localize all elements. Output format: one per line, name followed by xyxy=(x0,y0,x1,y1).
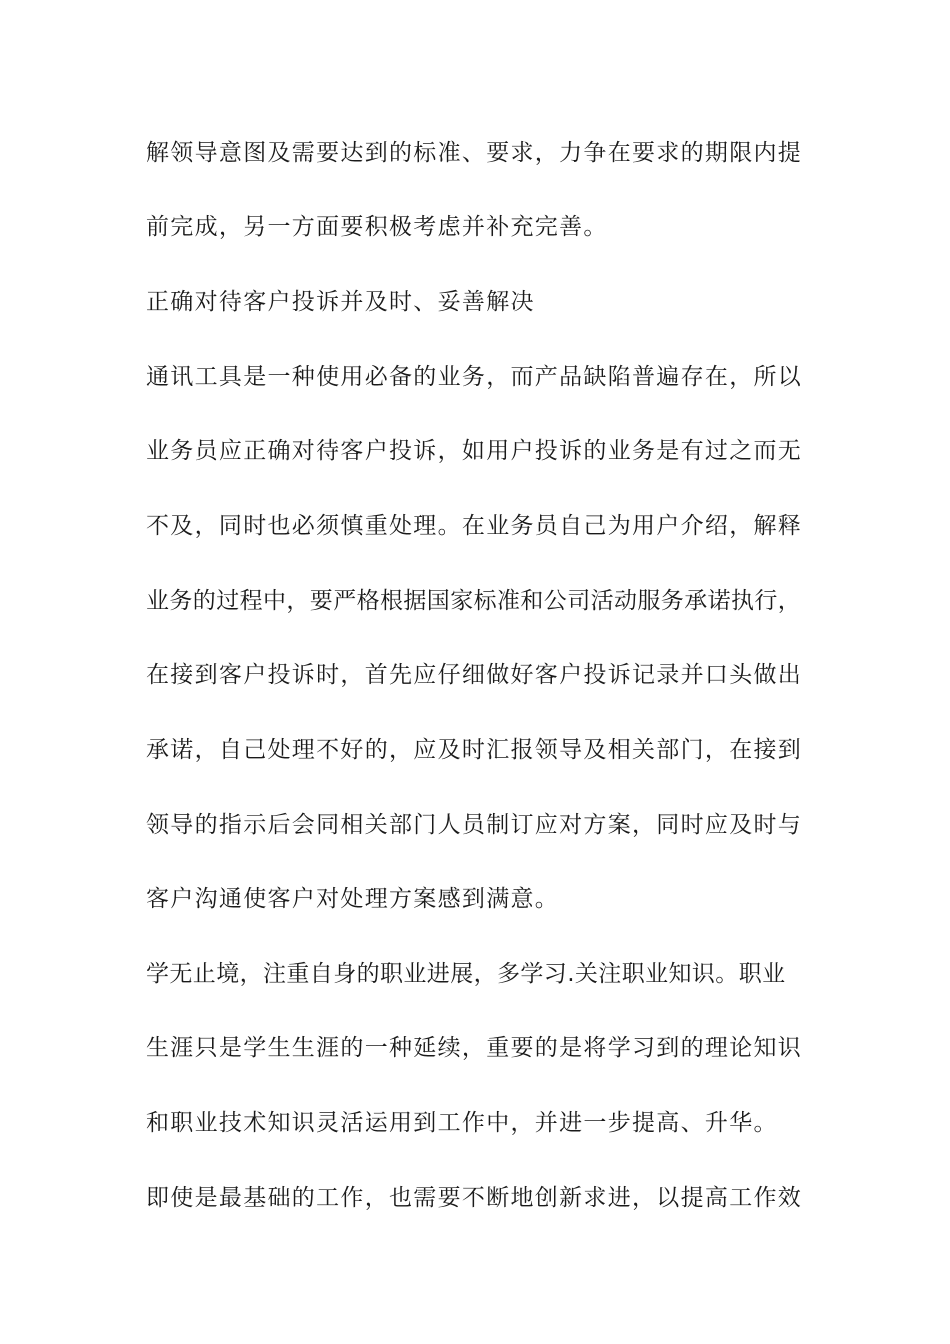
text-line-1: 解领导意图及需要达到的标准、要求，力争在要求的期限内提 xyxy=(146,140,803,166)
text-line-13: 生涯只是学生生涯的一种延续，重要的是将学习到的理论知识 xyxy=(146,1035,803,1061)
text-line-15: 即使是最基础的工作，也需要不断地创新求进，以提高工作效 xyxy=(146,1185,803,1211)
section-heading: 正确对待客户投诉并及时、妥善解决 xyxy=(146,289,535,315)
text-line-4: 通讯工具是一种使用必备的业务，而产品缺陷普遍存在，所以 xyxy=(146,364,803,390)
text-line-2: 前完成，另一方面要积极考虑并补充完善。 xyxy=(146,214,608,240)
text-line-5: 业务员应正确对待客户投诉，如用户投诉的业务是有过之而无 xyxy=(146,438,803,464)
text-line-8: 在接到客户投诉时，首先应仔细做好客户投诉记录并口头做出 xyxy=(146,662,803,688)
text-line-14: 和职业技术知识灵活运用到工作中，并进一步提高、升华。 xyxy=(146,1110,778,1136)
text-line-11: 客户沟通使客户对处理方案感到满意。 xyxy=(146,886,560,912)
text-line-6: 不及，同时也必须慎重处理。在业务员自己为用户介绍，解释 xyxy=(146,513,803,539)
text-line-9: 承诺，自己处理不好的，应及时汇报领导及相关部门，在接到 xyxy=(146,737,803,763)
text-line-7: 业务的过程中，要严格根据国家标准和公司活动服务承诺执行， xyxy=(146,588,802,614)
text-line-10: 领导的指示后会同相关部门人员制订应对方案，同时应及时与 xyxy=(146,812,803,838)
text-line-12: 学无止境，注重自身的职业进展，多学习.关注职业知识。职业 xyxy=(146,961,786,987)
